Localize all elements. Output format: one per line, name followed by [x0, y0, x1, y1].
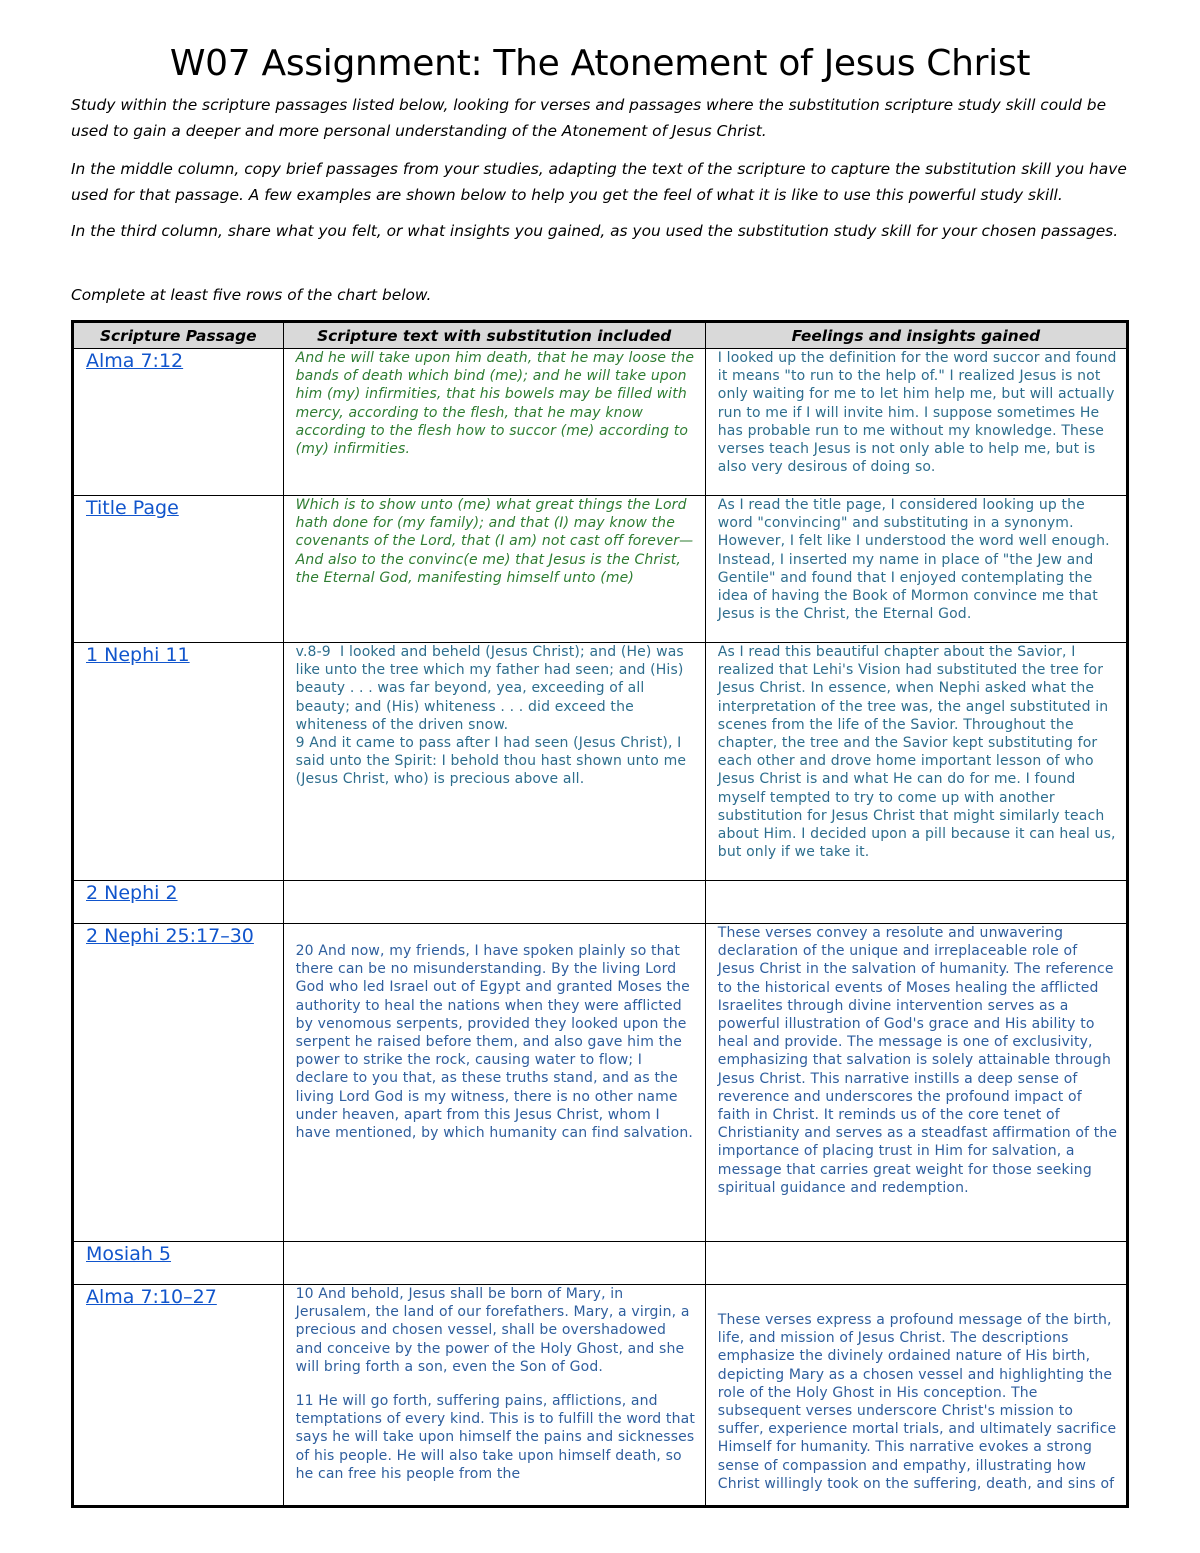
page-title: W07 Assignment: The Atonement of Jesus Christ [169, 43, 1031, 84]
substitution-text-cell [283, 496, 705, 643]
scripture-link[interactable]: 2 Nephi 2 [86, 882, 178, 904]
scripture-link[interactable]: Mosiah 5 [86, 1243, 172, 1265]
reference-cell [73, 496, 284, 643]
substitution-text: And he will take upon him death, that he may loose the bands of death which bind (me); and he will take upon him (my) infirmities, that his bowels may be filled with mercy, according to the flesh, that he may know according to the flesh how to succor (me) according to (my) infirmities. [295, 350, 699, 458]
insight-text: These verses express a profound message of the birth, life, and mission of Jesus Christ. The descriptions emphasize the divinely ordained nature of His birth, depicting Mary as a chosen vessel and highlighting the role of the Holy Ghost in His conception. The subsequent verses underscore Christ's mission to suffer, experience mortal trials, and ultimately sacrifice Himself for humanity. This narrative evokes a strong sense of compassion and empathy, illustrating how Christ willingly took on the suffering, death, and sins of [717, 1312, 1121, 1492]
substitution-text-cell [283, 349, 705, 496]
substitution-text-cell [283, 1285, 705, 1507]
instruction-paragraph: In the third column, share what you felt, or what insights you gained, as you used the substitution study skill for your chosen passages. [71, 222, 1119, 240]
insight-text: As I read this beautiful chapter about the Savior, I realized that Lehi's Vision had substituted the tree for Jesus Christ. In essence, when Nephi asked what the interpretation of the tree was, the angel substituted in scenes from the life of the Savior. Throughout the chapter, the tree and the Savior kept substituting for each other and drove home important lesson of who Jesus Christ is and what He can do for me. I found myself tempted to try to come up with another substitution for Jesus Christ that might similarly teach about Him. I decided upon a pill because it can heal us, but only if we take it. [717, 644, 1121, 861]
instruction-paragraph: Complete at least five rows of the chart below. [71, 286, 432, 304]
column-header-insights: Feelings and insights gained [705, 322, 1127, 349]
substitution-text-cell [283, 881, 705, 924]
table-row [73, 1242, 1128, 1285]
table-row [73, 496, 1128, 643]
column-header-scripture-passage: Scripture Passage [73, 322, 284, 349]
scripture-link[interactable]: Alma 7:10–27 [86, 1286, 217, 1308]
instruction-paragraph: Study within the scripture passages listed below, looking for verses and passages where the substitution scripture study skill could be used to gain a deeper and more personal understanding of the Atonement of Jesus Christ. [71, 96, 1107, 140]
substitution-text: Which is to show unto (me) what great things the Lord hath done for (my family); and that (I) may know the covenants of the Lord, that (I am) not cast off forever—And also to the convinc(e me) that Jesus is the Christ, the Eternal God, manifesting himself unto (me) [295, 497, 694, 586]
table-header-row [73, 322, 1128, 349]
insight-cell [705, 1285, 1127, 1507]
insight-text: As I read the title page, I considered looking up the word "convincing" and substituting in a synonym. However, I felt like I understood the word well enough. Instead, I inserted my name in place of "the Jew and Gentile" and found that I enjoyed contemplating the idea of having the Book of Mormon convince me that Jesus is the Christ, the Eternal God. [717, 497, 1115, 623]
substitution-text: v.8-9 I looked and beheld (Jesus Christ); and (He) was like unto the tree which my father had seen; and (His) beauty . . . was far beyond, yea, exceeding of all beauty; and (His) whiteness . . . did exceed the whiteness of the driven snow. 9 And it came to pass after I had seen (Jesus Christ), I said unto the Spirit: I behold thou hast shown unto me (Jesus Christ, who) is precious above all. [295, 644, 687, 788]
substitution-text: 10 And behold, Jesus shall be born of Mary, in Jerusalem, the land of our forefathers. Mary, a virgin, a precious and chosen vessel, shall be overshadowed and conceive by the power of the Holy Ghost, and she will bring forth a son, even the Son of God. [295, 1286, 695, 1375]
instruction-paragraph: In the middle column, copy brief passages from your studies, adapting the text of the scripture to capture the substitution skill you have used for that passage. A few examples are shown below to help you get the feel of what it is like to use this powerful study skill. [71, 160, 1127, 204]
column-header-scripture-text: Scripture text with substitution included [283, 322, 705, 349]
scripture-link[interactable]: Title Page [86, 497, 179, 519]
reference-cell [73, 349, 284, 496]
table-row [73, 349, 1128, 496]
reference-cell [73, 881, 284, 924]
substitution-text: 20 And now, my friends, I have spoken plainly so that there can be no misunderstanding. By the living Lord God who led Israel out of Egypt and granted Moses the authority to heal the nations when they were afflicted by venomous serpents, provided they looked upon the serpent he raised before them, and also gave him the power to strike the rock, causing water to flow; I declare to you that, as these truths stand, and as the living Lord God is my witness, there is no other name under heaven, apart from this Jesus Christ, whom I have mentioned, by which humanity can find salvation. [295, 943, 695, 1142]
table-row [73, 1285, 1128, 1507]
insight-cell [705, 349, 1127, 496]
insight-cell [705, 881, 1127, 924]
reference-cell [73, 924, 284, 1242]
substitution-text-cell [283, 643, 705, 881]
insight-cell [705, 496, 1127, 643]
reference-cell [73, 1285, 284, 1507]
reference-cell [73, 643, 284, 881]
scripture-link[interactable]: Alma 7:12 [86, 350, 184, 372]
scripture-link[interactable]: 2 Nephi 25:17–30 [86, 925, 254, 947]
insight-cell [705, 924, 1127, 1242]
table-row [73, 924, 1128, 1242]
substitution-text-cell [283, 1242, 705, 1285]
scripture-link[interactable]: 1 Nephi 11 [86, 644, 190, 666]
insight-text: These verses convey a resolute and unwavering declaration of the unique and irreplaceable role of Jesus Christ in the salvation of humanity. The reference to the historical events of Moses healing the afflicted Israelites through divine intervention serves as a powerful illustration of God's grace and His ability to heal and provide. The message is one of exclusivity, emphasizing that salvation is solely attainable through Jesus Christ. This narrative instills a deep sense of reverence and underscores the profound impact of faith in Christ. It reminds us of the core tenet of Christianity and serves as a steadfast affirmation of the importance of placing trust in Him for salvation, a message that carries great weight for those seeking spiritual guidance and redemption. [717, 925, 1122, 1196]
insight-cell [705, 643, 1127, 881]
insight-text: I looked up the definition for the word succor and found it means "to run to the help of." I realized Jesus is not only waiting for me to let him help me, but will actually run to me if I will invite him. I suppose sometimes He has probable run to me without my knowledge. These verses teach Jesus is not only able to help me, but is also very desirous of doing so. [717, 350, 1122, 476]
scripture-chart [71, 320, 1129, 1508]
substitution-text: 11 He will go forth, suffering pains, afflictions, and temptations of every kind. This is to fulfill the word that says he will take upon himself the pains and sicknesses of his people. He will also take upon himself death, so he can free his people from the [295, 1393, 700, 1482]
table-row [73, 643, 1128, 881]
table-row [73, 881, 1128, 924]
substitution-text-cell [283, 924, 705, 1242]
reference-cell [73, 1242, 284, 1285]
insight-cell [705, 1242, 1127, 1285]
